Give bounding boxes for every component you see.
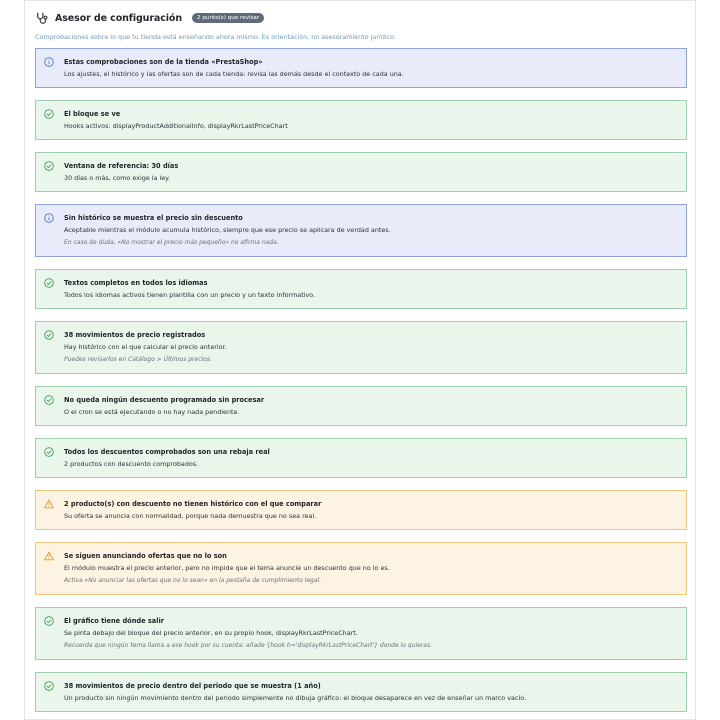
check-circle-icon [44,161,54,171]
check-note: Activa «No anunciar las ofertas que no lo sean» en la pestaña de cumplimiento legal. [64,577,322,584]
check-title: Ventana de referencia: 30 días [64,162,179,170]
check-title: Textos completos en todos los idiomas [64,279,208,287]
warning-triangle-icon [44,499,54,509]
check-title: 38 movimientos de precio registrados [64,331,206,339]
check-card-ok [35,321,687,374]
check-title: El gráfico tiene dónde salir [64,617,165,625]
check-description: O el cron se está ejecutando o no hay nada pendiente. [64,408,240,416]
check-description: Hooks activos: displayProductAdditionalInfo, displayRkrLastPriceChart [64,122,288,130]
check-card-ok [35,672,687,712]
check-card-info [35,48,687,88]
check-description: 30 días o más, como exige la ley. [64,174,171,182]
check-title: Todos los descuentos comprobados son una rebaja real [64,448,270,456]
warning-triangle-icon [44,551,54,561]
check-card-ok [35,152,687,192]
check-description: Todos los idiomas activos tienen plantilla con un precio y un texto informativo. [64,291,316,299]
check-circle-icon [44,616,54,626]
check-title: Sin histórico se muestra el precio sin descuento [64,214,243,222]
check-card-warn [35,490,687,530]
panel-header [35,9,264,27]
check-circle-icon [44,681,54,691]
info-circle-icon [44,213,54,223]
check-title: No queda ningún descuento programado sin procesar [64,396,265,404]
check-description: Un producto sin ningún movimiento dentro del periodo simplemente no dibuja gráfico: el bloque desaparece en vez de enseñar un marco vacío. [64,694,527,702]
check-circle-icon [44,330,54,340]
check-description: Aceptable mientras el módulo acumula histórico, siempre que ese precio se aplicara de verdad antes. [64,226,391,234]
check-circle-icon [44,447,54,457]
check-title: Estas comprobaciones son de la tienda «PrestaShop» [64,58,263,66]
check-description: 2 productos con descuento comprobados. [64,460,199,468]
check-card-ok [35,269,687,309]
check-card-warn [35,542,687,595]
stethoscope-icon [35,11,49,25]
check-title: 38 movimientos de precio dentro del periodo que se muestra (1 año) [64,682,321,690]
check-description: Se pinta debajo del bloque del precio anterior, en su propio hook, displayRkrLastPriceChart. [64,629,358,637]
check-description: El módulo muestra el precio anterior, pero no impide que el tema anuncie un descuento que no lo es. [64,564,390,572]
check-description: Su oferta se anuncia con normalidad, porque nada demuestra que no sea real. [64,512,317,520]
check-card-ok [35,438,687,478]
page-title: Asesor de configuración [55,12,183,24]
check-card-ok [35,386,687,426]
issues-badge: 2 punto(s) que revisar [192,13,264,23]
check-title: Se siguen anunciando ofertas que no lo son [64,552,227,560]
check-note: En caso de duda, «No mostrar el precio más pequeño» no afirma nada. [64,239,279,246]
check-card-ok [35,100,687,140]
check-card-info [35,204,687,257]
info-circle-icon [44,57,54,67]
check-title: 2 producto(s) con descuento no tienen histórico con el que comparar [64,500,322,508]
check-circle-icon [44,395,54,405]
check-note: Puedes revisarlos en Catálogo > Últimos precios. [64,356,212,363]
config-advisor-panel [24,0,696,720]
check-description: Los ajustes, el histórico y las ofertas son de cada tienda: revisa las demás desde el contexto de cada una. [64,70,404,78]
check-circle-icon [44,278,54,288]
check-title: El bloque se ve [64,110,121,118]
check-card-ok [35,607,687,660]
check-note: Recuerda que ningún tema llama a ese hook por su cuenta: añade {hook h='displayRkrLastPriceChart'} donde lo quieras. [64,642,432,649]
check-circle-icon [44,109,54,119]
page-subtitle: Comprobaciones sobre lo que tu tienda está enseñando ahora mismo. Es orientación, no asesoramiento jurídico. [35,33,397,41]
check-description: Hay histórico con el que calcular el precio anterior. [64,343,227,351]
